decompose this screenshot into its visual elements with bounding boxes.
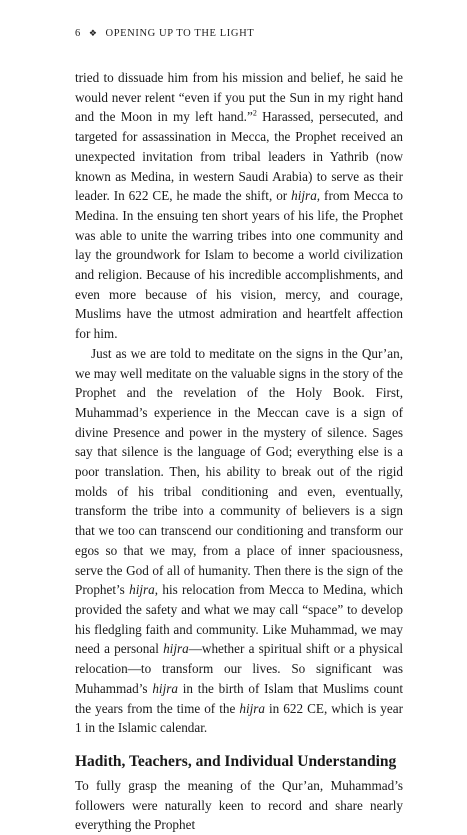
para2-hijra-term-2: hijra bbox=[163, 641, 189, 657]
para1-text-c: from Mecca to Medina. In the ensuing ten short years of his life, the Prophet was able to unite the warring tribes into one community and lay the groundwork for Islam to become a world civilization and religion. Because of his incredible accomplishments, and even more because of his vision, mercy, and courage, Muslims have the utmost admiration and heartfelt affection for him. bbox=[75, 188, 403, 342]
para2-text-e: in 622 CE, which is year 1 in the Islamic calendar. bbox=[75, 700, 404, 736]
paragraph-1 bbox=[75, 68, 403, 344]
para1-hijra-term: hijra, bbox=[291, 188, 321, 204]
footnote-reference: 2 bbox=[252, 109, 257, 119]
page-number: 6 bbox=[75, 27, 81, 39]
para1-text-b: Harassed, persecuted, and targeted for assassination in Mecca, the Prophet received an unexpected invitation from tribal leaders in Yathrib (now known as Medina, in western Saudi Arabia) to serve as their leader. In 622 CE, he made the shift, or bbox=[75, 109, 403, 204]
para2-hijra-term-4: hijra bbox=[239, 700, 265, 716]
section-heading: Hadith, Teachers, and Individual Understanding bbox=[75, 752, 397, 770]
running-head bbox=[75, 26, 403, 40]
ornament-icon: ❖ bbox=[88, 27, 98, 38]
running-title: OPENING UP TO THE LIGHT bbox=[105, 27, 255, 39]
para2-hijra-term-1: hijra bbox=[129, 582, 155, 598]
para2-text-d: in the birth of Islam that Muslims count the years from the time of the bbox=[75, 680, 403, 716]
paragraph-2 bbox=[75, 344, 403, 738]
para2-hijra-term-3: hijra bbox=[152, 680, 178, 696]
para2-text-c: —whether a spiritual shift or a physical relocation—to transform our lives. So significant was Muhammad’s bbox=[75, 641, 403, 696]
para2-text-b: , his relocation from Mecca to Medina, which provided the safety and what we may call “space” to develop his fledgling faith and community. Like Muhammad, we may need a personal bbox=[75, 582, 403, 657]
para2-text-a: Just as we are told to meditate on the signs in the Qur’an, we may well meditate on the valuable signs in the story of the Prophet and the revelation of the Holy Book. First, Muhammad’s experience in the Meccan cave is a sign of divine Presence and power in the mystery of silence. Sages say that silence is the language of God; everything else is a poor translation. Then, his ability to break out of the rigid molds of his tribal conditioning and even, eventually, transform the tribe into a community of believers is a sign that we too can transcend our conditioning and transform our egos so that we may, from a place of inner spaciousness, serve the God of all of humanity. Then there is the sign of the Prophet’s bbox=[75, 345, 403, 598]
book-page bbox=[75, 26, 403, 835]
para1-text-a: tried to dissuade him from his mission and belief, he said he would never relent “even if you put the Sun in my right hand and the Moon in my left hand.” bbox=[75, 70, 403, 125]
section-paragraph: To fully grasp the meaning of the Qur’an, Muhammad’s followers were naturally keen to record and share nearly everything the Prophet bbox=[75, 777, 403, 833]
